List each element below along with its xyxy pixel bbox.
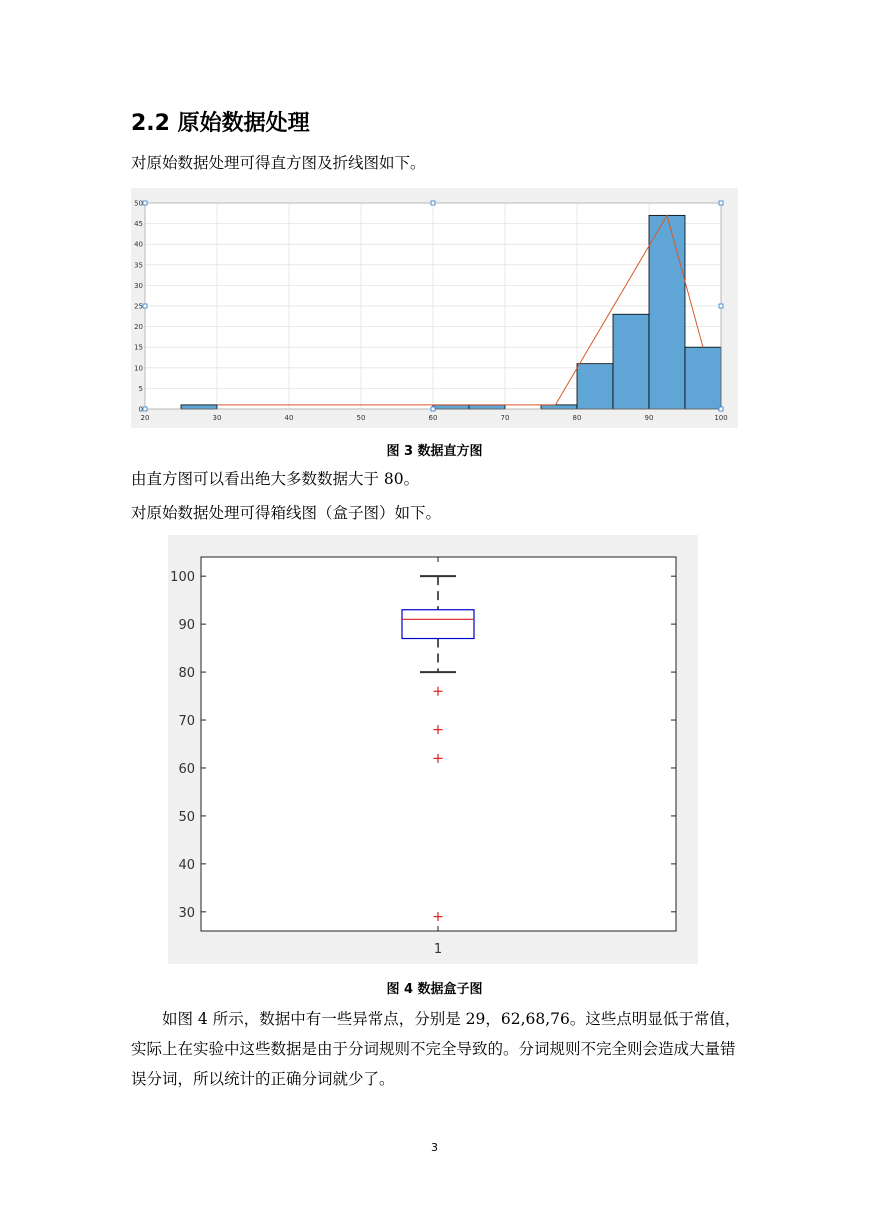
histogram-bar [433, 405, 469, 409]
y-tick-label: 10 [134, 364, 143, 373]
selection-handle [719, 201, 723, 205]
histogram-bar [541, 405, 577, 409]
y-tick-label: 30 [134, 281, 143, 290]
x-tick-label: 90 [644, 414, 654, 422]
y-tick-label: 15 [134, 343, 143, 352]
histogram-bar [577, 364, 613, 409]
y-tick-label: 90 [178, 618, 195, 634]
x-tick-label: 1 [433, 942, 443, 957]
intro-boxplot: 对原始数据处理可得箱线图（盒子图）如下。 [131, 504, 442, 522]
y-tick-label: 20 [134, 323, 143, 332]
y-tick-label: 40 [134, 240, 143, 249]
selection-handle [143, 407, 147, 411]
y-tick-label: 100 [170, 570, 195, 586]
interquartile-box [402, 610, 474, 639]
y-tick-label: 80 [178, 666, 195, 682]
y-tick-label: 0 [138, 405, 143, 414]
figure3-caption: 图 3 数据直方图 [386, 444, 483, 459]
y-tick-label: 5 [138, 384, 143, 393]
x-tick-label: 60 [428, 414, 438, 422]
section-title: 2.2 原始数据处理 [131, 111, 310, 136]
x-tick-label: 70 [500, 414, 510, 422]
selection-handle [143, 304, 147, 308]
y-tick-label: 45 [134, 220, 143, 229]
y-tick-label: 50 [134, 199, 143, 208]
histogram-bar [613, 314, 649, 409]
analysis-paragraph: 如图 4 所示，数据中有一些异常点，分别是 29，62,68,76。这些点明显低于常值，实际上在实验中这些数据是由于分词规则不完全导致的。分词规则不完全则会造成大量错误分词，所以统计的正确分词就少了。 [131, 1010, 741, 1088]
selection-handle [143, 201, 147, 205]
histogram-bar [685, 347, 721, 409]
y-tick-label: 35 [134, 261, 143, 270]
y-tick-label: 50 [178, 809, 195, 825]
histogram-bar [469, 405, 505, 409]
y-tick-label: 40 [178, 857, 195, 873]
histogram-bar [181, 405, 217, 409]
x-tick-label: 80 [572, 414, 582, 422]
selection-handle [431, 201, 435, 205]
selection-handle [719, 304, 723, 308]
y-tick-label: 60 [178, 761, 195, 777]
x-tick-label: 100 [714, 414, 728, 422]
figure4-caption: 图 4 数据盒子图 [386, 982, 483, 997]
y-tick-label: 70 [178, 714, 195, 730]
y-tick-label: 30 [178, 905, 195, 921]
selection-handle [431, 407, 435, 411]
page-number: 3 [431, 1141, 438, 1154]
histogram-chart [131, 188, 738, 428]
intro-histogram: 对原始数据处理可得直方图及折线图如下。 [131, 154, 426, 172]
x-tick-label: 30 [212, 414, 222, 422]
histogram-bar [649, 215, 685, 409]
boxplot-chart [168, 535, 698, 964]
x-tick-label: 20 [140, 414, 150, 422]
x-tick-label: 50 [356, 414, 366, 422]
y-tick-label: 25 [134, 302, 143, 311]
histogram-conclusion: 由直方图可以看出绝大多数数据大于 80。 [131, 470, 420, 488]
selection-handle [719, 407, 723, 411]
x-tick-label: 40 [284, 414, 294, 422]
